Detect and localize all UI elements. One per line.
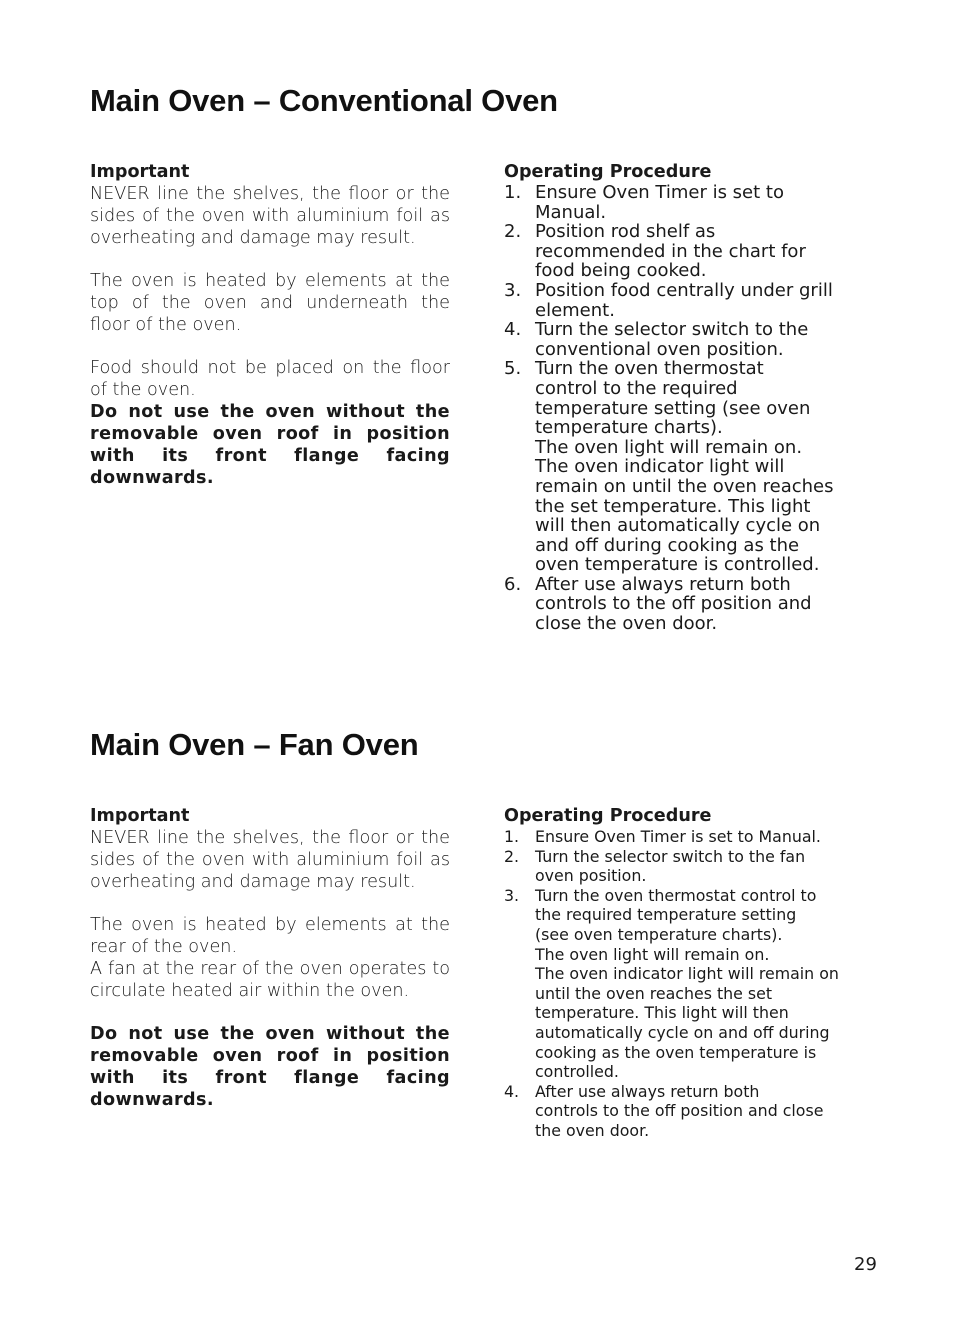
procedure-step <box>504 183 872 222</box>
step-text-line: remain on until the oven reaches <box>535 475 834 497</box>
fan-procedure-heading: Operating Procedure <box>504 806 712 826</box>
step-text-line: The oven indicator light will <box>535 456 785 478</box>
procedure-step <box>504 1082 872 1141</box>
step-number: 4. <box>504 1081 520 1101</box>
step-text-line: After use always return both <box>535 1081 760 1101</box>
procedure-step <box>504 886 872 1082</box>
conventional-heating-text: The oven is heated by elements at the top of the oven and underneath the floor of the oven. <box>90 271 450 335</box>
step-text-line: the oven door. <box>535 1120 650 1140</box>
conventional-procedure-column <box>504 161 872 634</box>
step-number: 1. <box>504 182 522 203</box>
fan-warning-text: Do not use the oven without the removable oven roof in position with its front flange facing downwards. <box>90 1024 450 1110</box>
procedure-step <box>504 575 872 634</box>
step-number: 1. <box>504 827 520 846</box>
fan-circulation-text: A fan at the rear of the oven operates to circulate heated air within the oven. <box>90 959 450 1001</box>
step-text-line: (see oven temperature charts). <box>535 924 783 944</box>
procedure-step <box>504 320 872 359</box>
fan-oven-title: Main Oven – Fan Oven <box>90 727 419 762</box>
procedure-step <box>504 359 872 575</box>
step-text-line: Turn the oven thermostat <box>535 358 764 380</box>
step-text-line: Manual. <box>535 201 607 223</box>
step-text-line: recommended in the chart for <box>535 240 806 262</box>
step-number: 5. <box>504 358 522 380</box>
step-text-line: element. <box>535 299 615 321</box>
conventional-warning-text: Do not use the oven without the removable oven roof in position with its front flange facing downwards. <box>90 402 450 488</box>
step-text-line: temperature charts). <box>535 417 723 439</box>
procedure-step <box>504 222 872 281</box>
fan-procedure-list <box>504 827 872 1141</box>
step-text-line: the required temperature setting <box>535 905 797 925</box>
step-text-line: automatically cycle on and off during <box>535 1022 830 1042</box>
step-text-line: Turn the selector switch to the fan <box>535 846 806 866</box>
conventional-important-heading: Important <box>90 162 190 182</box>
step-text-line: will then automatically cycle on <box>535 515 821 537</box>
step-number: 3. <box>504 885 520 905</box>
conventional-important-text: NEVER line the shelves, the floor or the sides of the oven with aluminium foil as overheating and damage may result. <box>90 184 450 248</box>
step-text-line: Ensure Oven Timer is set to <box>535 182 784 203</box>
step-text-line: Turn the oven thermostat control to <box>535 885 817 905</box>
step-text-line: until the oven reaches the set <box>535 983 773 1003</box>
procedure-step <box>504 847 872 886</box>
step-number: 2. <box>504 846 520 866</box>
conventional-oven-title: Main Oven – Conventional Oven <box>90 83 558 118</box>
step-number: 3. <box>504 279 522 301</box>
step-number: 2. <box>504 221 522 243</box>
conventional-important-column <box>90 161 450 489</box>
step-text-line: The oven indicator light will remain on <box>535 964 839 984</box>
step-number: 6. <box>504 573 522 595</box>
step-text-line: Position rod shelf as <box>535 221 716 243</box>
step-text-line: close the oven door. <box>535 613 718 635</box>
conventional-procedure-heading: Operating Procedure <box>504 162 712 182</box>
fan-procedure-column <box>504 805 872 1141</box>
step-text-line: Ensure Oven Timer is set to Manual. <box>535 827 821 846</box>
step-text-line: and off during cooking as the <box>535 534 800 556</box>
step-text-line: controls to the off position and <box>535 593 812 615</box>
conventional-procedure-list <box>504 183 872 634</box>
step-text-line: cooking as the oven temperature is <box>535 1042 817 1062</box>
conventional-food-text: Food should not be placed on the floor of the oven. <box>90 358 450 400</box>
step-text-line: controlled. <box>535 1062 619 1082</box>
fan-important-column <box>90 805 450 1111</box>
procedure-step <box>504 281 872 320</box>
step-text-line: food being cooked. <box>535 260 707 282</box>
step-text-line: controls to the off position and close <box>535 1101 824 1121</box>
step-text-line: The oven light will remain on. <box>535 944 770 964</box>
step-text-line: Turn the selector switch to the <box>535 319 809 341</box>
step-text-line: temperature setting (see oven <box>535 397 811 419</box>
step-text-line: Position food centrally under grill <box>535 279 833 301</box>
fan-important-text: NEVER line the shelves, the floor or the sides of the oven with aluminium foil as overheating and damage may result. <box>90 828 450 892</box>
page-number: 29 <box>854 1254 877 1275</box>
step-text-line: the set temperature. This light <box>535 495 811 517</box>
fan-important-heading: Important <box>90 806 190 826</box>
step-text-line: oven position. <box>535 866 647 886</box>
fan-heating-text: The oven is heated by elements at the rear of the oven. <box>90 915 450 957</box>
step-text-line: After use always return both <box>535 573 791 595</box>
step-text-line: oven temperature is controlled. <box>535 554 820 576</box>
step-text-line: temperature. This light will then <box>535 1003 789 1023</box>
step-number: 4. <box>504 319 522 341</box>
procedure-step <box>504 827 872 847</box>
step-text-line: conventional oven position. <box>535 338 784 360</box>
step-text-line: The oven light will remain on. <box>535 436 803 458</box>
step-text-line: control to the required <box>535 377 738 399</box>
